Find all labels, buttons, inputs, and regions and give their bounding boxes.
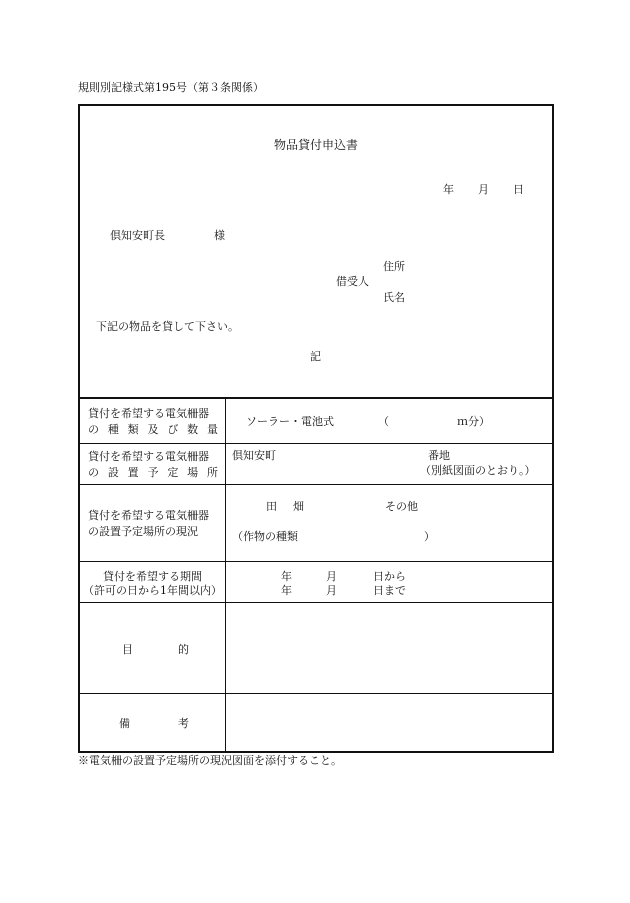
column-divider [225,399,226,751]
place-town: 倶知安町 [232,449,276,462]
purpose-label-a: 目 [122,643,133,656]
status-label-line2: の設置予定場所の現況 [88,525,198,538]
type-label-line2: の 種 類 及 び 数 量 [88,423,218,436]
period-from-day: 日から [373,570,406,583]
purpose-label-b: 的 [178,643,189,656]
type-paren-open: （ [378,415,389,428]
period-to-month: 月 [326,584,337,597]
remarks-label-a: 備 [119,717,130,730]
place-banchi: 番地 [428,449,450,462]
row-divider [80,602,552,603]
status-option-field: 田 [266,500,277,513]
date-day: 日 [513,183,524,196]
form-title: 物品貸付申込書 [273,138,358,152]
period-from-month: 月 [326,570,337,583]
date-year: 年 [443,183,454,196]
crop-label: （作物の種類 [232,530,298,543]
name-label: 氏名 [383,291,405,304]
ki-label: 記 [310,350,321,363]
place-label-line1: 貸付を希望する電気柵器 [88,450,209,463]
status-option-other: その他 [385,500,418,513]
request-text: 下記の物品を貸して下さい。 [96,320,239,333]
addressee-name: 倶知安町長 [110,229,165,242]
crop-close: ） [424,530,435,543]
footnote: ※電気柵の設置予定場所の現況図面を添付すること。 [78,754,342,767]
type-unit: ｍ分） [457,415,490,428]
borrower-label: 借受人 [336,275,369,288]
form-number: 規則別記様式第195号（第３条関係） [78,81,264,94]
status-option-upland: 畑 [293,500,304,513]
row-divider [80,693,552,694]
application-form [78,104,554,753]
status-label-line1: 貸付を希望する電気柵器 [88,509,209,522]
period-to-year: 年 [281,584,292,597]
type-label-line1: 貸付を希望する電気柵器 [88,407,209,420]
addressee-honorific: 様 [214,229,225,242]
place-note: （別紙図面のとおり。） [420,464,536,477]
section-divider [80,397,552,399]
period-from-year: 年 [281,570,292,583]
period-label-line1: 貸付を希望する期間 [103,570,202,583]
row-divider [80,443,552,444]
place-label-line2: の 設 置 予 定 場 所 [88,466,218,479]
remarks-label-b: 考 [178,717,189,730]
period-label-line2: （許可の日から1年間以内） [83,584,222,597]
row-divider [80,561,552,562]
type-value: ソーラー・電池式 [246,415,334,428]
date-month: 月 [478,183,489,196]
period-to-day: 日まで [373,584,406,597]
address-label: 住所 [383,260,405,273]
row-divider [80,484,552,485]
